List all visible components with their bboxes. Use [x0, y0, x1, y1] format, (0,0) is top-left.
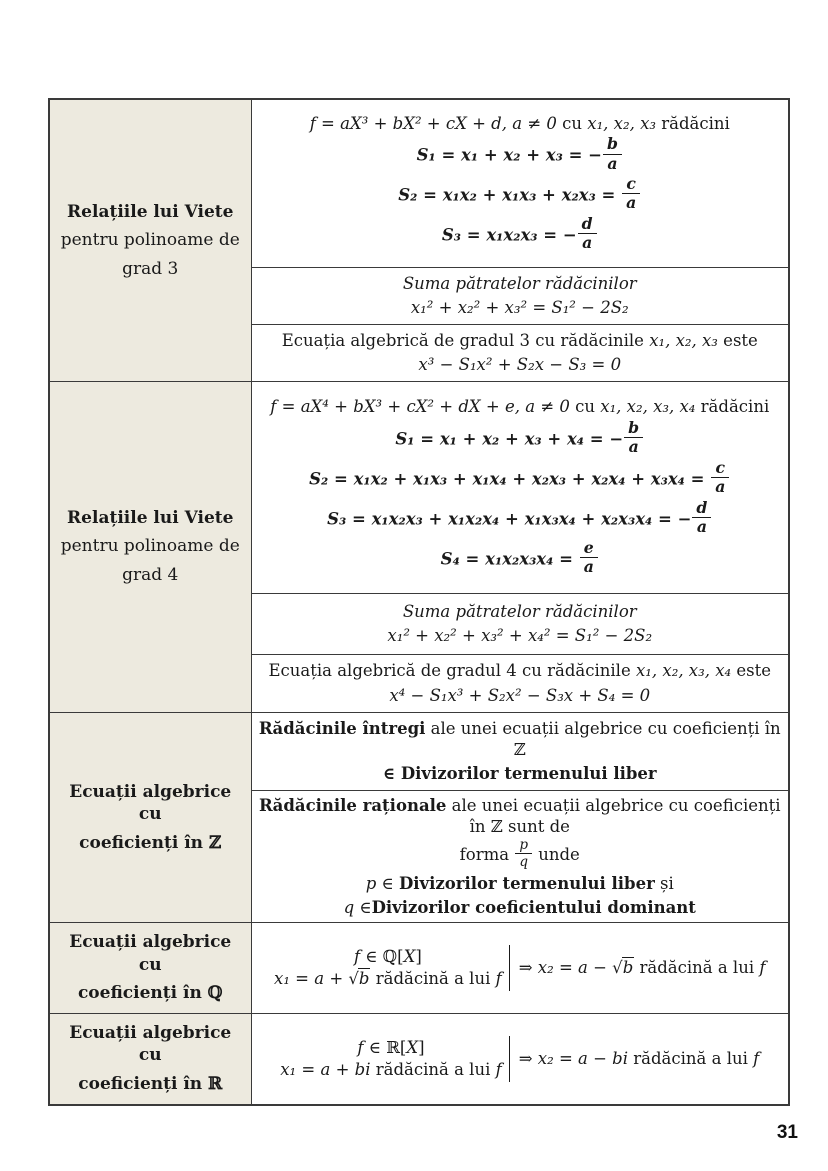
- viete-grad4-label: Relațiile lui Viete pentru polinoame de grad 4: [49, 381, 251, 712]
- page-number: 31: [776, 1122, 798, 1143]
- viete-grad3-label: Relațiile lui Viete pentru polinoame de grad 3: [49, 99, 251, 381]
- viete-grad4-sum-of-squares: Suma pătratelor rădăcinilor x₁² + x₂² + x₃² + x₄² = S₁² − 2S₂: [251, 593, 789, 654]
- coeff-r-rule-cell: [251, 1013, 789, 1104]
- viete-grad4-equation: Ecuația algebrică de gradul 4 cu rădăcinile x₁, x₂, x₃, x₄ este x⁴ − S₁x³ + S₂x² − S₃x + S₄ = 0: [251, 654, 789, 712]
- coeff-q-label: Ecuații algebrice cu coeficienți în ℚ: [49, 922, 251, 1013]
- coeff-r-premise: f ∈ ℝ[X] x₁ = a + bi rădăcină a lui f: [280, 1036, 509, 1082]
- viete-relations-table: [48, 98, 790, 1106]
- viete-grad3-equation: Ecuația algebrică de gradul 3 cu rădăcinile x₁, x₂, x₃ este x³ − S₁x² + S₂x − S₃ = 0: [251, 324, 789, 381]
- coeff-r-label: Ecuații algebrice cu coeficienți în ℝ: [49, 1013, 251, 1104]
- coeff-z-label: Ecuații algebrice cu coeficienți în ℤ: [49, 712, 251, 922]
- coeff-z-integer-roots: Rădăcinile întregi ale unei ecuații algebrice cu coeficienți în ℤ ∈ Divizorilor termenului liber: [251, 712, 789, 790]
- coeff-z-rational-roots: Rădăcinile raționale ale unei ecuații algebrice cu coeficienți în ℤ sunt de forma $\frac{p}{q}$ unde p ∈ Divizorilor termenului liber și q ∈Divizorilor coeficientului dominant: [251, 790, 789, 922]
- viete-grad4-formulas: f = aX⁴ + bX³ + cX² + dX + e, a ≠ 0 cu x₁, x₂, x₃, x₄ rădăcini S₁ = x₁ + x₂ + x₃ + x₄ = − $\frac{b}{a}$ S₂ = x₁x₂ + x₁x₃ + x₁x₄ + x₂x₃ + x₂x₄ + x₃x₄ = $\frac{c}{a}$ S₃ = x₁x₂x₃ + x₁x₂x₄ + x₁x₃x₄ + x₂x₃x₄ = − $\frac{d}{a}$ S₄ = x₁x₂x₃x₄ = $\frac{e}{a}$: [251, 381, 789, 593]
- coeff-q-rule-cell: [251, 922, 789, 1013]
- coeff-q-premise: f ∈ ℚ[X] x₁ = a + √b rădăcină a lui f: [274, 945, 510, 991]
- coeff-q-implication: [258, 945, 783, 991]
- coeff-q-conclusion: ⇒ x₂ = a − √b rădăcină a lui f: [518, 958, 766, 978]
- viete-grad3-formulas: f = aX³ + bX² + cX + d, a ≠ 0 cu x₁, x₂, x₃ rădăcini S₁ = x₁ + x₂ + x₃ = − $\frac{b}{a}$ S₂ = x₁x₂ + x₁x₃ + x₂x₃ = $\frac{c}{a}$ S₃ = x₁x₂x₃ = − $\frac{d}{a}$: [251, 99, 789, 267]
- coeff-r-implication: [258, 1036, 783, 1082]
- viete-grad3-sum-of-squares: Suma pătratelor rădăcinilor x₁² + x₂² + x₃² = S₁² − 2S₂: [251, 267, 789, 324]
- coeff-r-conclusion: ⇒ x₂ = a − bi rădăcină a lui f: [518, 1048, 760, 1068]
